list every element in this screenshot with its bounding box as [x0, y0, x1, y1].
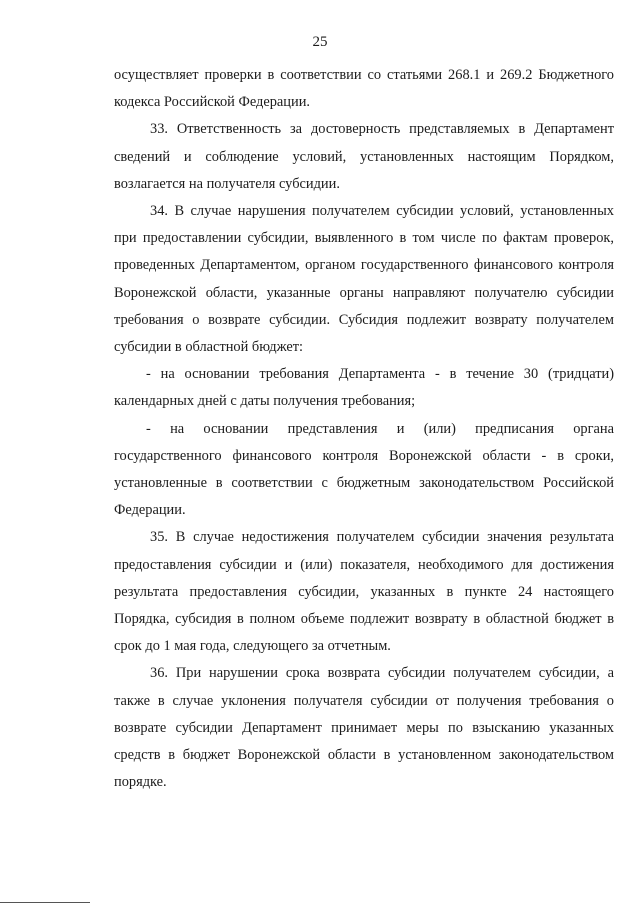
paragraph-35: 35. В случае недостижения получателем субсидии значения результата предоставления субсидии и (или) показателя, необходимого для достижения результата предоставления субсидии, указанных в пункте 24 настоящего Порядка, субсидия в полном объеме подлежит возврату в областной бюджет в срок до 1 мая года, следующего за отчетным.: [114, 529, 614, 655]
list-item-control-body-order: - на основании представления и (или) предписания органа государственного финансового контроля Воронежской области - в сроки, установленные в соответствии с бюджетным законодательством Российской Федерации.: [114, 420, 614, 519]
paragraph-36: 36. При нарушении срока возврата субсидии получателем субсидии, а также в случае уклонения получателя субсидии от получения требования о возврате субсидии Департамент принимает меры по взысканию указанных средств в бюджет Воронежской области в установленном законодательством порядке.: [114, 665, 614, 791]
document-body: [114, 62, 614, 796]
paragraph-continuation: осуществляет проверки в соответствии со статьями 268.1 и 269.2 Бюджетного кодекса Российской Федерации.: [114, 67, 614, 111]
footnote-divider: [0, 902, 90, 903]
paragraph-34: 34. В случае нарушения получателем субсидии условий, установленных при предоставлении субсидии, выявленного в том числе по фактам проверок, проведенных Департаментом, органом государственного финансового контроля Воронежской области, указанные органы направляют получателю субсидии требования о возврате субсидии. Субсидия подлежит возврату получателем субсидии в областной бюджет:: [114, 203, 614, 356]
list-item-department-demand: - на основании требования Департамента - в течение 30 (тридцати) календарных дней с даты получения требования;: [114, 366, 614, 410]
paragraph-33: 33. Ответственность за достоверность представляемых в Департамент сведений и соблюдение условий, установленных настоящим Порядком, возлагается на получателя субсидии.: [114, 121, 614, 192]
page-number: 25: [312, 34, 328, 50]
